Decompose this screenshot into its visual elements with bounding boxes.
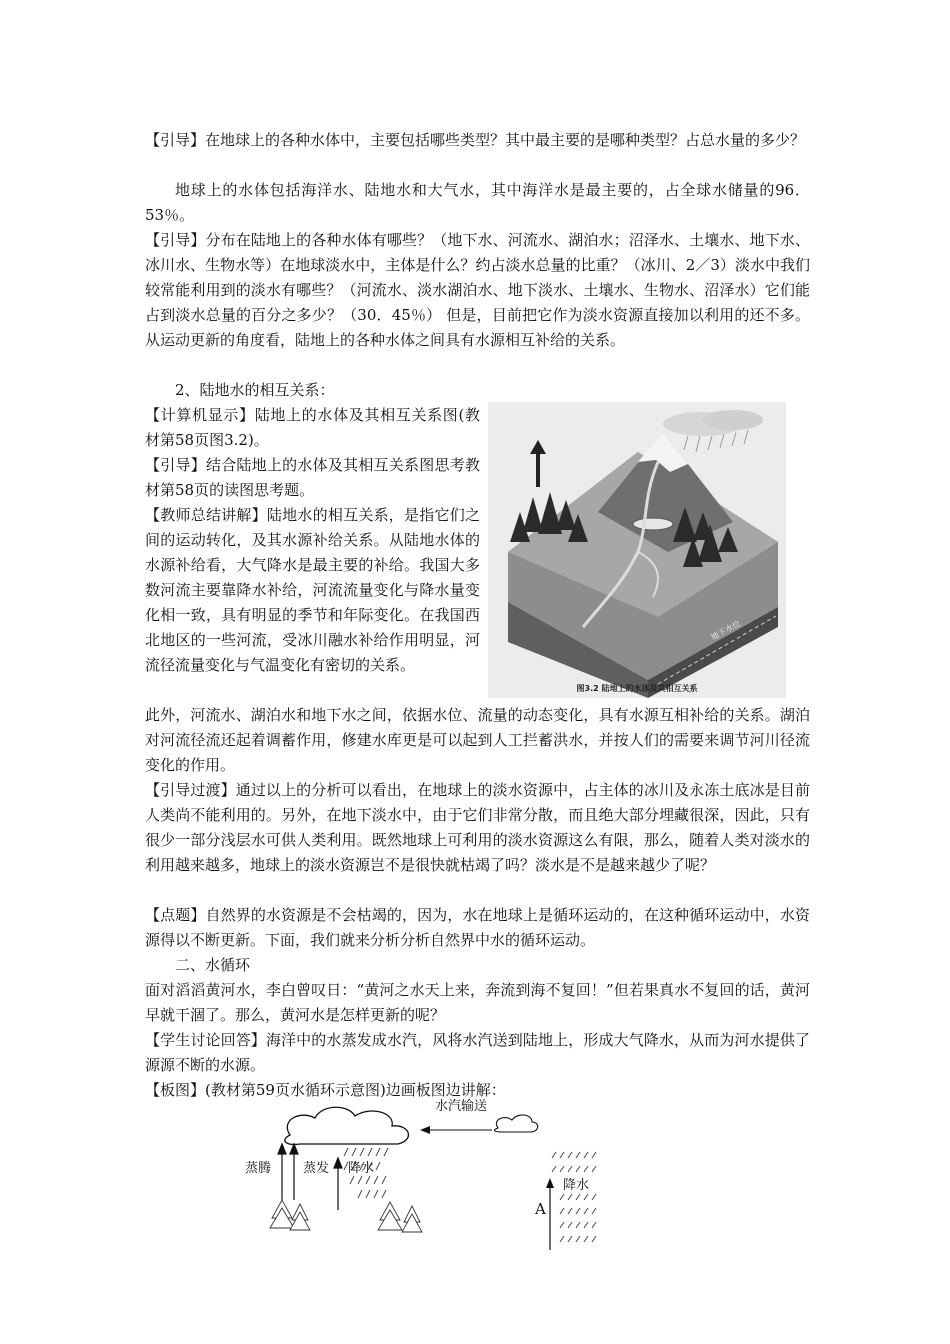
land-water-illustration (488, 402, 786, 698)
paragraph-board-drawing: 【板图】(教材第59页水循环示意图)边画板图边讲解： (145, 1081, 506, 1099)
section-heading-water-cycle: 二、水循环 (175, 956, 251, 974)
letter-a-label: A (535, 1200, 546, 1218)
paragraph-furthermore: 此外，河流水、湖泊水和地下水之间，依据水位、流量的动态变化，具有水源互相补给的关系。湖泊对河流径流还起着调蓄作用，修建水库更是可以起到人工拦蓄洪水，并按人们的需要来调节河川径流变化的作用。 (145, 706, 810, 774)
paragraph-guide-3: 【引导】结合陆地上的水体及其相互关系图思考教材第58页的读图思考题。 (145, 456, 480, 499)
paragraph-guide-2: 【引导】分布在陆地上的各种水体有哪些？（地下水、河流水、湖泊水；沼泽水、土壤水、地下水、冰川水、生物水等）在地球淡水中，主体是什么？约占淡水总量的比重？（冰川、2／3）淡水中我们较常能利用到的淡水有哪些？（河流水、淡水湖泊水、地下淡水、土壤水、生物水、沼泽水）它们能占到淡水总量的百分之多少？（30．45％） 但是，目前把它作为淡水资源直接加以利用的还不多。从运动更新的角度看，陆地上的各种水体之间具有水源相互补给的关系。 (145, 231, 810, 349)
paragraph-key-point: 【点题】自然界的水资源是不会枯竭的，因为，水在地球上是循环运动的，在这种循环运动中，水资源得以不断更新。下面，我们就来分析分析自然界中水的循环运动。 (145, 906, 810, 949)
precipitation-label-left: 降水 (348, 1161, 375, 1176)
paragraph-yellow-river: 面对滔滔黄河水，李白曾叹日：“黄河之水天上来，奔流到海不复回！”但若果真水不复回的话，黄河早就干涸了。那么，黄河水是怎样更新的呢？ (145, 981, 810, 1024)
paragraph-computer-display: 【计算机显示】陆地上的水体及其相互关系图(教材第58页图3.2)。 (145, 406, 480, 449)
transpiration-label: 蒸腾 (245, 1161, 272, 1176)
section-heading-land-water: 2、陆地水的相互关系： (175, 381, 335, 399)
vapor-transport-label: 水汽输送 (435, 1099, 488, 1114)
water-cycle-sketch (230, 1090, 650, 1260)
figure-caption: 图3.2 陆地上的水体及其相互关系 (576, 684, 698, 693)
paragraph-answer-1: 地球上的水体包括海洋水、陆地水和大气水，其中海洋水是最主要的，占全球水储量的96．53％。 (145, 181, 810, 224)
land-water-figure (488, 402, 786, 698)
paragraph-transition: 【引导过渡】通过以上的分析可以看出，在地球上的淡水资源中，占主体的冰川及永冻土底冰是目前人类尚不能利用的。另外，在地下淡水中，由于它们非常分散，而且绝大部分埋藏很深，因此，只有很少一部分浅层水可供人类利用。既然地球上可利用的淡水资源这么有限，那么，随着人类对淡水的利用越来越多，地球上的淡水资源岂不是很快就枯竭了吗？淡水是不是越来越少了呢？ (145, 781, 810, 874)
paragraph-teacher-summary: 【教师总结讲解】陆地水的相互关系，是指它们之间的运动转化，及其水源补给关系。从陆地水体的水源补给看，大气降水是最主要的补给。我国大多数河流主要靠降水补给，河流流量变化与降水量变化相一致，具有明显的季节和年际变化。在我国西北地区的一些河流，受冰川融水补给作用明显，河流径流量变化与气温变化有密切的关系。 (145, 506, 480, 674)
paragraph-guide-1: 【引导】在地球上的各种水体中，主要包括哪些类型？其中最主要的是哪种类型？占总水量的多少？ (145, 131, 806, 149)
groundwater-label: 地下水位 (709, 619, 743, 643)
precipitation-label-right: 降水 (563, 1178, 590, 1193)
water-cycle-illustration (230, 1090, 650, 1260)
evaporation-label: 蒸发 (303, 1161, 330, 1176)
paragraph-student-answer: 【学生讨论回答】海洋中的水蒸发成水汽，风将水汽送到陆地上，形成大气降水，从而为河水提供了源源不断的水源。 (145, 1031, 810, 1074)
